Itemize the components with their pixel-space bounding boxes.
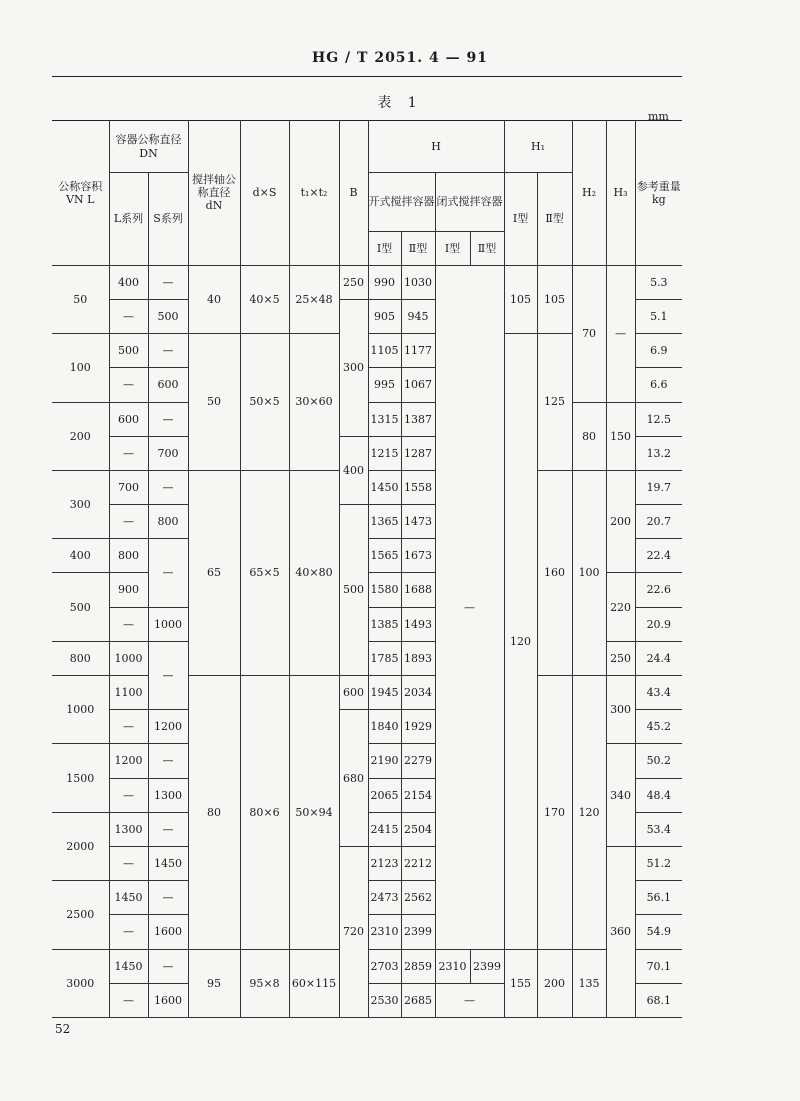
dn-s-cell: — <box>148 470 188 504</box>
shaft-cell: 65 <box>188 470 240 675</box>
weight-cell: 51.2 <box>635 846 682 880</box>
h-open1-cell: 2530 <box>368 983 401 1017</box>
h-open2-cell: 2685 <box>401 983 435 1017</box>
vn-cell: 2500 <box>52 881 109 949</box>
h-open1-cell: 1365 <box>368 505 401 539</box>
dn-s-cell: 700 <box>148 436 188 470</box>
standard-header: HG / T 2051. 4 — 91 <box>311 50 489 66</box>
unit-label: mm <box>648 110 669 123</box>
h1-type1-cell: 155 <box>504 949 537 1017</box>
weight-cell: 5.3 <box>635 265 682 299</box>
header-closed-type1: Ⅰ型 <box>435 231 470 265</box>
h-open2-cell: 1387 <box>401 402 435 436</box>
h1-type2-cell: 200 <box>537 949 572 1017</box>
h2-cell: 70 <box>572 265 606 402</box>
h-open1-cell: 2190 <box>368 744 401 778</box>
h-closed-cell: 2399 <box>470 949 504 983</box>
b-cell: 300 <box>339 299 368 436</box>
dn-l-cell: 400 <box>109 265 148 299</box>
dn-l-cell: — <box>109 710 148 744</box>
dn-s-cell: 1300 <box>148 778 188 812</box>
h-open1-cell: 2415 <box>368 812 401 846</box>
b-cell: 680 <box>339 710 368 847</box>
shaft-cell: 50 <box>188 334 240 471</box>
vn-cell: 300 <box>52 470 109 538</box>
h-open2-cell: 2212 <box>401 846 435 880</box>
header-h-closed: 闭式搅拌容器 <box>435 173 504 231</box>
h-open1-cell: 2065 <box>368 778 401 812</box>
h-closed-cell: — <box>435 265 504 949</box>
h-open2-cell: 2154 <box>401 778 435 812</box>
dxs-cell: 40×5 <box>240 265 289 333</box>
dxs-cell: 95×8 <box>240 949 289 1017</box>
h-open1-cell: 1580 <box>368 573 401 607</box>
header-h1-type1: Ⅰ型 <box>504 173 537 266</box>
header-dn-l: L系列 <box>109 173 148 266</box>
h3-cell: 300 <box>606 676 635 744</box>
header-dn-s: S系列 <box>148 173 188 266</box>
b-cell: 250 <box>339 265 368 299</box>
h1-type1-cell: 105 <box>504 265 537 333</box>
dn-l-cell: 500 <box>109 334 148 368</box>
h-open2-cell: 1558 <box>401 470 435 504</box>
h-open1-cell: 2123 <box>368 846 401 880</box>
h-open1-cell: 1315 <box>368 402 401 436</box>
header-dn: 容器公称直径 DN <box>109 121 188 173</box>
h-open2-cell: 945 <box>401 299 435 333</box>
h-open1-cell: 1450 <box>368 470 401 504</box>
header-shaft: 搅拌轴公称直径 dN <box>188 121 240 266</box>
dn-l-cell: — <box>109 368 148 402</box>
weight-cell: 56.1 <box>635 881 682 915</box>
h3-cell: 220 <box>606 573 635 641</box>
h-open2-cell: 1893 <box>401 641 435 675</box>
vn-cell: 800 <box>52 641 109 675</box>
vn-cell: 3000 <box>52 949 109 1017</box>
dn-l-cell: — <box>109 846 148 880</box>
dn-s-cell: 500 <box>148 299 188 333</box>
dn-s-cell: 1600 <box>148 915 188 949</box>
shaft-cell: 40 <box>188 265 240 333</box>
t1t2-cell: 30×60 <box>289 334 339 471</box>
weight-cell: 20.9 <box>635 607 682 641</box>
dn-s-cell: — <box>148 812 188 846</box>
weight-cell: 19.7 <box>635 470 682 504</box>
header-vn: 公称容积 VN L <box>52 121 109 266</box>
dn-l-cell: — <box>109 983 148 1017</box>
weight-cell: 48.4 <box>635 778 682 812</box>
h2-cell: 100 <box>572 470 606 675</box>
header-rule <box>52 76 682 77</box>
vn-cell: 200 <box>52 402 109 470</box>
h1-type1-cell: 120 <box>504 334 537 949</box>
dn-l-cell: 1200 <box>109 744 148 778</box>
dn-l-cell: — <box>109 299 148 333</box>
dn-s-cell: — <box>148 539 188 607</box>
header-h3: H₃ <box>606 121 635 266</box>
vn-cell: 1000 <box>52 676 109 744</box>
h3-cell: — <box>606 265 635 402</box>
dn-s-cell: 1200 <box>148 710 188 744</box>
h-open1-cell: 1785 <box>368 641 401 675</box>
weight-cell: 13.2 <box>635 436 682 470</box>
dn-l-cell: 1300 <box>109 812 148 846</box>
h3-cell: 200 <box>606 470 635 573</box>
header-h2: H₂ <box>572 121 606 266</box>
table-caption: 表 1 <box>377 95 423 111</box>
h-open1-cell: 2703 <box>368 949 401 983</box>
dn-l-cell: — <box>109 607 148 641</box>
weight-cell: 50.2 <box>635 744 682 778</box>
dn-l-cell: — <box>109 436 148 470</box>
weight-cell: 45.2 <box>635 710 682 744</box>
t1t2-cell: 50×94 <box>289 676 339 950</box>
b-cell: 600 <box>339 676 368 710</box>
dn-s-cell: 800 <box>148 505 188 539</box>
h-open1-cell: 1105 <box>368 334 401 368</box>
dn-l-cell: 800 <box>109 539 148 573</box>
header-open-type2: Ⅱ型 <box>401 231 435 265</box>
weight-cell: 6.9 <box>635 334 682 368</box>
weight-cell: 70.1 <box>635 949 682 983</box>
dimension-table <box>52 120 682 1018</box>
vn-cell: 50 <box>52 265 109 333</box>
header-open-type1: Ⅰ型 <box>368 231 401 265</box>
b-cell: 720 <box>339 846 368 1017</box>
dn-l-cell: 700 <box>109 470 148 504</box>
header-h-open: 开式搅拌容器 <box>368 173 435 231</box>
vn-cell: 100 <box>52 334 109 402</box>
vn-cell: 400 <box>52 539 109 573</box>
weight-cell: 43.4 <box>635 676 682 710</box>
h1-type2-cell: 105 <box>537 265 572 333</box>
h3-cell: 150 <box>606 402 635 470</box>
h2-cell: 80 <box>572 402 606 470</box>
dn-l-cell: 600 <box>109 402 148 436</box>
dn-l-cell: 1450 <box>109 881 148 915</box>
dn-l-cell: 1100 <box>109 676 148 710</box>
header-h: H <box>368 121 504 173</box>
h-open1-cell: 995 <box>368 368 401 402</box>
dn-s-cell: — <box>148 881 188 915</box>
h3-cell: 340 <box>606 744 635 847</box>
vn-cell: 1500 <box>52 744 109 812</box>
header-h1-type2: Ⅱ型 <box>537 173 572 266</box>
vn-cell: 500 <box>52 573 109 641</box>
dn-s-cell: — <box>148 334 188 368</box>
dxs-cell: 80×6 <box>240 676 289 950</box>
h-closed-cell: — <box>435 983 504 1017</box>
h-open1-cell: 2473 <box>368 881 401 915</box>
h-open2-cell: 1688 <box>401 573 435 607</box>
dn-s-cell: — <box>148 744 188 778</box>
t1t2-cell: 40×80 <box>289 470 339 675</box>
dn-s-cell: — <box>148 402 188 436</box>
header-closed-type2: Ⅱ型 <box>470 231 504 265</box>
dn-s-cell: 1000 <box>148 607 188 641</box>
header-t1t2: t₁×t₂ <box>289 121 339 266</box>
vn-cell: 2000 <box>52 812 109 880</box>
weight-cell: 12.5 <box>635 402 682 436</box>
shaft-cell: 95 <box>188 949 240 1017</box>
h2-cell: 120 <box>572 676 606 950</box>
h3-cell: 360 <box>606 846 635 1017</box>
weight-cell: 5.1 <box>635 299 682 333</box>
h1-type2-cell: 160 <box>537 470 572 675</box>
dn-l-cell: 1000 <box>109 641 148 675</box>
dn-s-cell: 600 <box>148 368 188 402</box>
dn-l-cell: 1450 <box>109 949 148 983</box>
weight-cell: 24.4 <box>635 641 682 675</box>
h-open2-cell: 1287 <box>401 436 435 470</box>
h-open2-cell: 1030 <box>401 265 435 299</box>
dxs-cell: 50×5 <box>240 334 289 471</box>
dxs-cell: 65×5 <box>240 470 289 675</box>
h-open2-cell: 1673 <box>401 539 435 573</box>
dn-s-cell: — <box>148 949 188 983</box>
h-closed-cell: 2310 <box>435 949 470 983</box>
h-open1-cell: 1215 <box>368 436 401 470</box>
h-open1-cell: 1565 <box>368 539 401 573</box>
page-number: 52 <box>55 1022 71 1036</box>
b-cell: 500 <box>339 505 368 676</box>
weight-cell: 20.7 <box>635 505 682 539</box>
h-open1-cell: 1945 <box>368 676 401 710</box>
shaft-cell: 80 <box>188 676 240 950</box>
h2-cell: 135 <box>572 949 606 1017</box>
h-open2-cell: 1177 <box>401 334 435 368</box>
h-open2-cell: 2504 <box>401 812 435 846</box>
dn-l-cell: — <box>109 778 148 812</box>
dn-s-cell: — <box>148 641 188 709</box>
weight-cell: 22.6 <box>635 573 682 607</box>
t1t2-cell: 25×48 <box>289 265 339 333</box>
h-open2-cell: 1473 <box>401 505 435 539</box>
h3-cell: 250 <box>606 641 635 675</box>
header-b: B <box>339 121 368 266</box>
weight-cell: 53.4 <box>635 812 682 846</box>
dn-l-cell: 900 <box>109 573 148 607</box>
h-open2-cell: 2859 <box>401 949 435 983</box>
dn-s-cell: 1600 <box>148 983 188 1017</box>
dn-l-cell: — <box>109 505 148 539</box>
header-h1: H₁ <box>504 121 572 173</box>
h-open1-cell: 905 <box>368 299 401 333</box>
t1t2-cell: 60×115 <box>289 949 339 1017</box>
h-open2-cell: 2399 <box>401 915 435 949</box>
h-open2-cell: 2279 <box>401 744 435 778</box>
weight-cell: 68.1 <box>635 983 682 1017</box>
weight-cell: 54.9 <box>635 915 682 949</box>
h1-type2-cell: 125 <box>537 334 572 471</box>
dn-s-cell: 1450 <box>148 846 188 880</box>
dn-l-cell: — <box>109 915 148 949</box>
h1-type2-cell: 170 <box>537 676 572 950</box>
h-open1-cell: 1840 <box>368 710 401 744</box>
b-cell: 400 <box>339 436 368 504</box>
h-open2-cell: 1493 <box>401 607 435 641</box>
header-weight: 参考重量 kg <box>635 121 682 266</box>
h-open2-cell: 2562 <box>401 881 435 915</box>
header-dxs: d×S <box>240 121 289 266</box>
h-open1-cell: 2310 <box>368 915 401 949</box>
h-open2-cell: 2034 <box>401 676 435 710</box>
dn-s-cell: — <box>148 265 188 299</box>
h-open2-cell: 1067 <box>401 368 435 402</box>
weight-cell: 22.4 <box>635 539 682 573</box>
h-open1-cell: 990 <box>368 265 401 299</box>
weight-cell: 6.6 <box>635 368 682 402</box>
h-open2-cell: 1929 <box>401 710 435 744</box>
h-open1-cell: 1385 <box>368 607 401 641</box>
